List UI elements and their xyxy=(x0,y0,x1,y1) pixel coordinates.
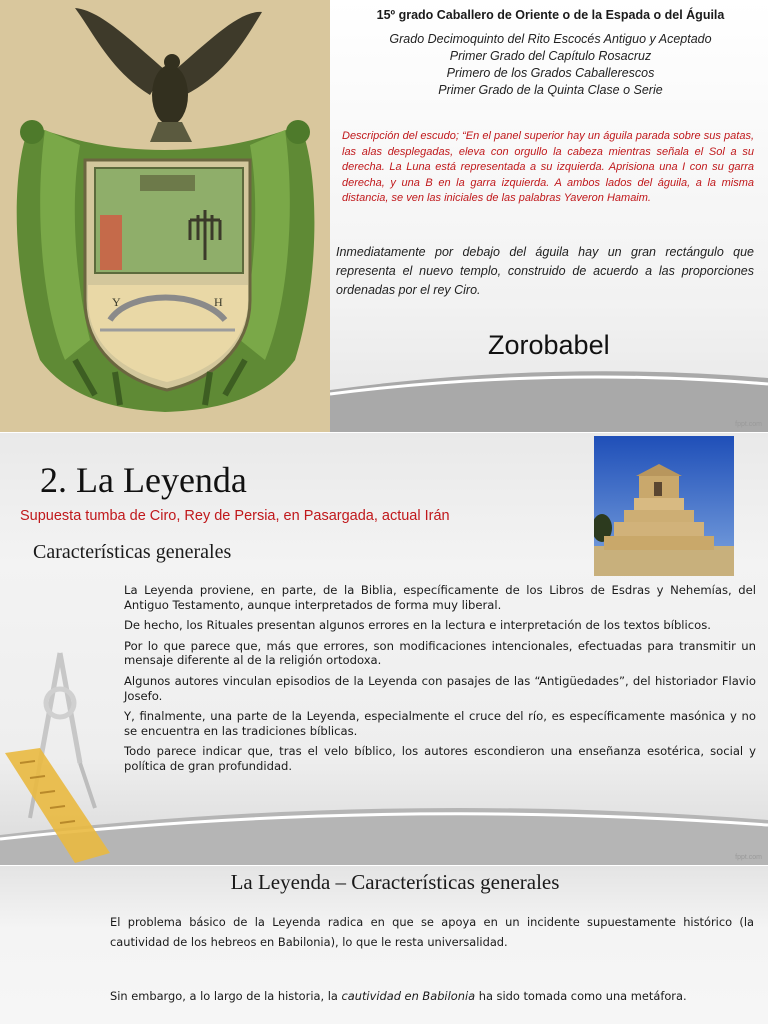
text-run: ha sido tomada como una metáfora. xyxy=(475,989,687,1003)
subtitle-line: Primero de los Grados Caballerescos xyxy=(446,66,655,80)
slide-caracteristicas-generales xyxy=(0,866,768,1024)
degree-title: 15º grado Caballero de Oriente o de la Espada o del Águila xyxy=(376,8,725,22)
metaphor-paragraph xyxy=(110,988,754,1004)
list-item: Y, finalmente, una parte de la Leyenda, especialmente el cruce del río, es específicamente masónica y no se encuentra en las tradiciones bíblicas. xyxy=(124,709,756,738)
list-item: La Leyenda proviene, en parte, de la Biblia, específicamente de los Libros de Esdras y Nehemías, del Antiguo Testamento, aunque interpretados de forma muy liberal. xyxy=(124,583,756,612)
shield-letter-y: Y xyxy=(112,295,121,309)
list-item: Por lo que parece que, más que errores, son modificaciones intencionales, efectuadas para transmitir un mensaje diferente al de la religión ortodoxa. xyxy=(124,638,756,668)
problem-paragraph: El problema básico de la Leyenda radica en que se apoya en un incidente supuestamente histórico (la cautividad de los hebreos en Babilonia), lo que le resta universalidad. xyxy=(110,915,754,949)
text-run: Sin embargo, a lo largo de la historia, la xyxy=(110,989,342,1003)
subtitle-line: Primer Grado de la Quinta Clase o Serie xyxy=(438,83,663,97)
slide-title: 2. La Leyenda xyxy=(40,460,247,500)
temple-paragraph: Inmediatamente por debajo del águila hay un gran rectángulo que representa el nuevo templo, construido de acuerdo a las proporciones ordenadas por el rey Ciro. xyxy=(336,245,754,297)
subtitle-line: Grado Decimoquinto del Rito Escocés Antiguo y Aceptado xyxy=(389,32,712,46)
tomb-caption: Supuesta tumba de Ciro, Rey de Persia, en Pasargada, actual Irán xyxy=(20,508,450,524)
subtitle-line: Primer Grado del Capítulo Rosacruz xyxy=(449,49,652,63)
watermark: fppt.com xyxy=(735,421,762,428)
text-run-italic: cautividad en Babilonia xyxy=(341,989,476,1003)
slide-la-leyenda xyxy=(0,433,768,865)
degree-subtitles xyxy=(338,31,763,99)
slide-name: Zorobabel xyxy=(488,330,610,360)
slide-grado-15 xyxy=(0,0,768,432)
tomb-of-cyrus-photo xyxy=(594,436,734,576)
list-item: Todo parece indicar que, tras el velo bíblico, los autores escondieron una enseñanza esotérica, social y política de gran profundidad. xyxy=(124,744,756,773)
slide-subtitle: Características generales xyxy=(33,541,232,563)
shield-description: Descripción del escudo; “En el panel superior hay un águila parada sobre sus patas, las alas desplegadas, eleva con orgullo la cabeza mientras señala el Sol a su derecha. La Luna está representada a su izquierda. Aprisiona una I con su garra derecha, y una B en la garra izquierda. A ambos lados del águila, a la misma distancia, se ven las iniciales de las palabras Yaveron Hamaim. xyxy=(342,130,754,204)
slide-wave-decoration xyxy=(0,795,768,865)
list-item: De hecho, los Rituales presentan algunos errores en la lectura e interpretación de los textos bíblicos. xyxy=(124,618,711,633)
characteristics-list xyxy=(124,583,756,780)
compass-ruler-icon xyxy=(0,643,115,865)
shield-image xyxy=(0,0,330,432)
watermark: fppt.com xyxy=(735,854,762,861)
slide-title: La Leyenda – Características generales xyxy=(230,870,560,894)
shield-letter-h: H xyxy=(214,295,223,309)
list-item: Algunos autores vinculan episodios de la Leyenda con pasajes de las “Antigüedades”, del historiador Flavio Josefo. xyxy=(124,673,756,703)
